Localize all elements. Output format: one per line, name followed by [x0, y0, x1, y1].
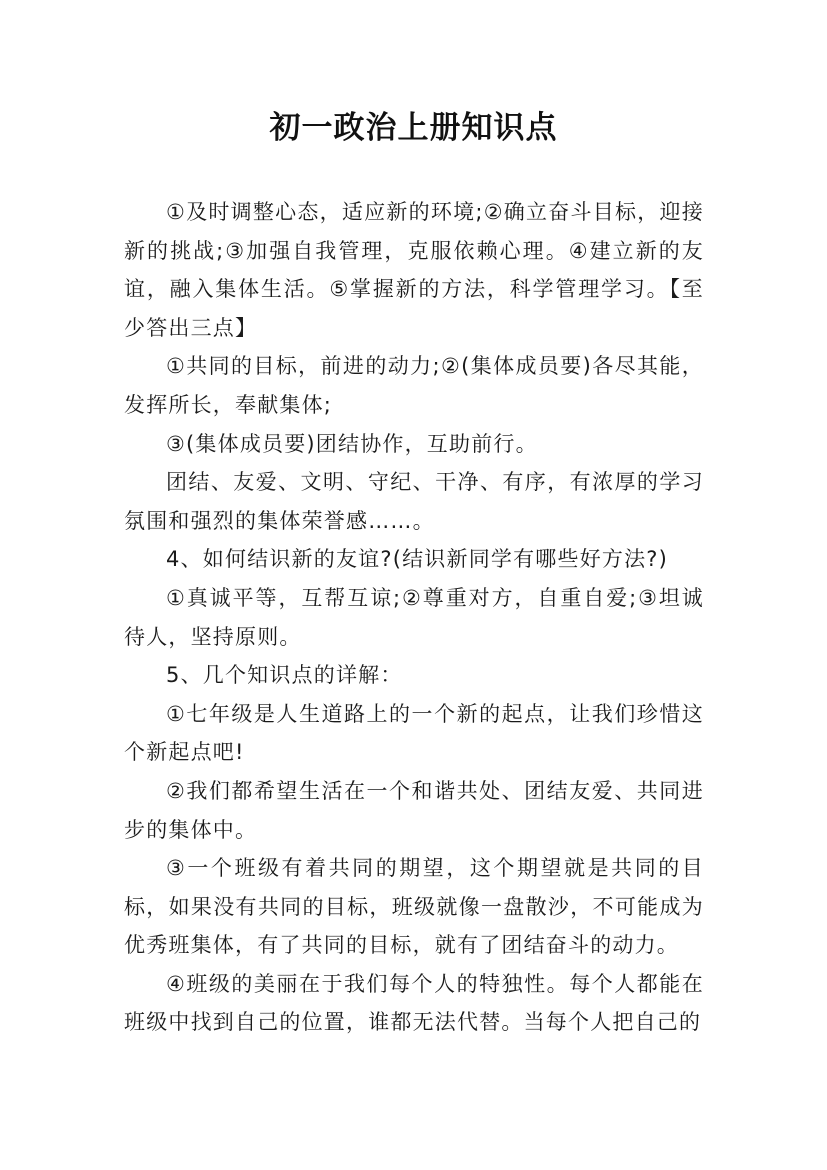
document-body — [124, 193, 704, 1042]
paragraph-class-traits: 团结、友爱、文明、守纪、干净、有序，有浓厚的学习氛围和强烈的集体荣誉感……。 — [124, 470, 704, 533]
paragraph-friendship-methods: ①真诚平等，互帮互谅;②尊重对方，自重自爱;③坦诚待人，坚持原则。 — [124, 585, 704, 649]
document-title: 初一政治上册知识点 — [269, 110, 558, 146]
heading-knowledge-details: 5、几个知识点的详解： — [166, 663, 403, 688]
paragraph-adaptation-tips: ①及时调整心态，适应新的环境;②确立奋斗目标，迎接新的挑战;③加强自我管理，克服依赖心理。④建立新的友谊，融入集体生活。⑤掌握新的方法，科学管理学习。【至少答出三点】 — [124, 200, 704, 340]
paragraph-detail-2: ②我们都希望生活在一个和谐共处、团结友爱、共同进步的集体中。 — [124, 778, 704, 842]
paragraph-teamwork: ③(集体成员要)团结协作，互助前行。 — [166, 431, 538, 456]
paragraph-detail-1: ①七年级是人生道路上的一个新的起点，让我们珍惜这个新起点吧! — [124, 701, 704, 765]
paragraph-detail-3: ③一个班级有着共同的期望，这个期望就是共同的目标，如果没有共同的目标，班级就像一盘散沙，不可能成为优秀班集体，有了共同的目标，就有了团结奋斗的动力。 — [124, 856, 704, 958]
paragraph-collective-goals: ①共同的目标，前进的动力;②(集体成员要)各尽其能，发挥所长，奉献集体; — [124, 354, 704, 417]
heading-making-friends: 4、如何结识新的友谊?(结识新同学有哪些好方法?) — [166, 547, 669, 572]
paragraph-detail-4: ④班级的美丽在于我们每个人的特独性。每个人都能在班级中找到自己的位置，谁都无法代替。当每个人把自己的 — [124, 971, 704, 1035]
